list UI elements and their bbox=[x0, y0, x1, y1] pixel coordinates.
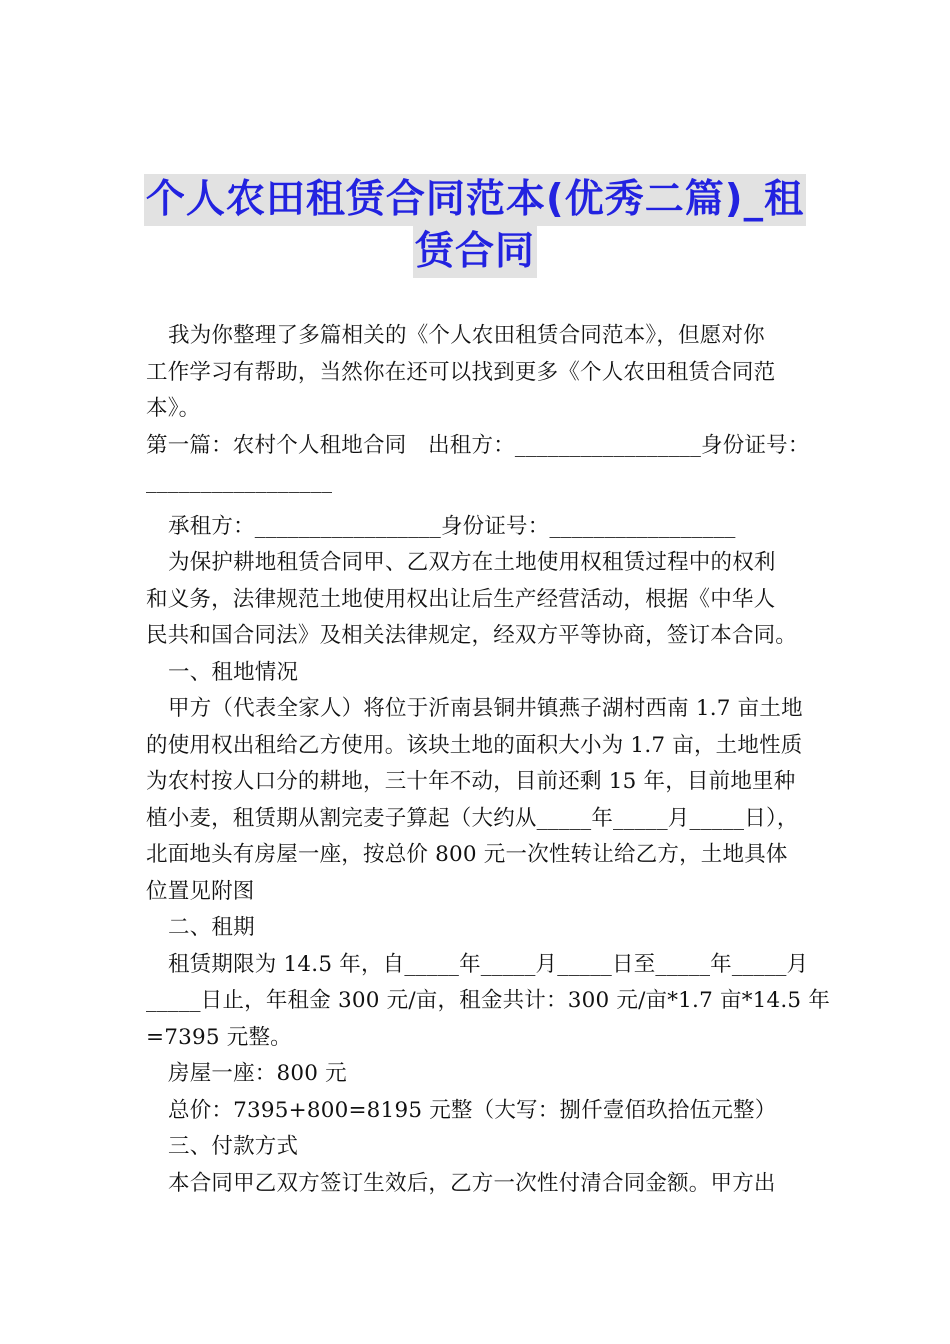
clause-1-line-4: 植小麦，租赁期从割完麦子算起（大约从_____年_____月_____日）， bbox=[146, 805, 799, 831]
clause-2-line-1: 租赁期限为 14.5 年，自_____年_____月_____日至_____年_____月 bbox=[168, 951, 809, 977]
intro-line-1: 我为你整理了多篇相关的《个人农田租赁合同范本》，但愿对你 bbox=[168, 323, 765, 348]
purpose-line-1: 为保护耕地租赁合同甲、乙双方在土地使用权租赁过程中的权利 bbox=[168, 550, 776, 575]
title-line-1: 个人农田租赁合同范本(优秀二篇)_租 bbox=[144, 174, 806, 226]
lessor-id-blank: _________________ bbox=[146, 469, 333, 494]
document-body bbox=[146, 318, 831, 1202]
clause-1-line-6: 位置见附图 bbox=[146, 878, 255, 904]
clause-2-line-3: =7395 元整。 bbox=[146, 1024, 292, 1050]
total-price-line: 总价：7395+800=8195 元整（大写：捌仟壹佰玖拾伍元整） bbox=[168, 1097, 777, 1123]
clause-heading-3: 三、付款方式 bbox=[168, 1134, 299, 1159]
purpose-line-3: 民共和国合同法》及相关法律规定，经双方平等协商，签订本合同。 bbox=[146, 623, 798, 648]
house-price-line: 房屋一座：800 元 bbox=[168, 1061, 347, 1086]
intro-line-2: 工作学习有帮助，当然你在还可以找到更多《个人农田租赁合同范 bbox=[146, 359, 776, 385]
clause-2-line-2: _____日止，年租金 300 元/亩，租金共计：300 元/亩*1.7 亩*14.5 年 bbox=[146, 988, 831, 1013]
title-line-2: 赁合同 bbox=[413, 226, 537, 278]
clause-heading-2: 二、租期 bbox=[168, 915, 255, 940]
clause-3-line-1: 本合同甲乙双方签订生效后，乙方一次性付清合同金额。甲方出 bbox=[168, 1170, 776, 1196]
clause-1-line-5: 北面地头有房屋一座，按总价 800 元一次性转让给乙方，土地具体 bbox=[146, 842, 788, 867]
clause-heading-1: 一、租地情况 bbox=[168, 659, 299, 685]
purpose-line-2: 和义务，法律规范土地使用权出让后生产经营活动，根据《中华人 bbox=[146, 586, 776, 612]
section-heading-line: 第一篇：农村个人租地合同 出租方：_________________身份证号： bbox=[146, 432, 810, 458]
lessee-line: 承租方：_________________身份证号：_________________ bbox=[168, 513, 736, 539]
clause-1-line-2: 的使用权出租给乙方使用。该块土地的面积大小为 1.7 亩，土地性质 bbox=[146, 732, 803, 758]
intro-line-3: 本》。 bbox=[146, 396, 201, 421]
document-title bbox=[140, 174, 810, 278]
clause-1-line-3: 为农村按人口分的耕地，三十年不动，目前还剩 15 年，目前地里种 bbox=[146, 769, 796, 794]
clause-1-line-1: 甲方（代表全家人）将位于沂南县铜井镇燕子湖村西南 1.7 亩土地 bbox=[168, 696, 803, 721]
